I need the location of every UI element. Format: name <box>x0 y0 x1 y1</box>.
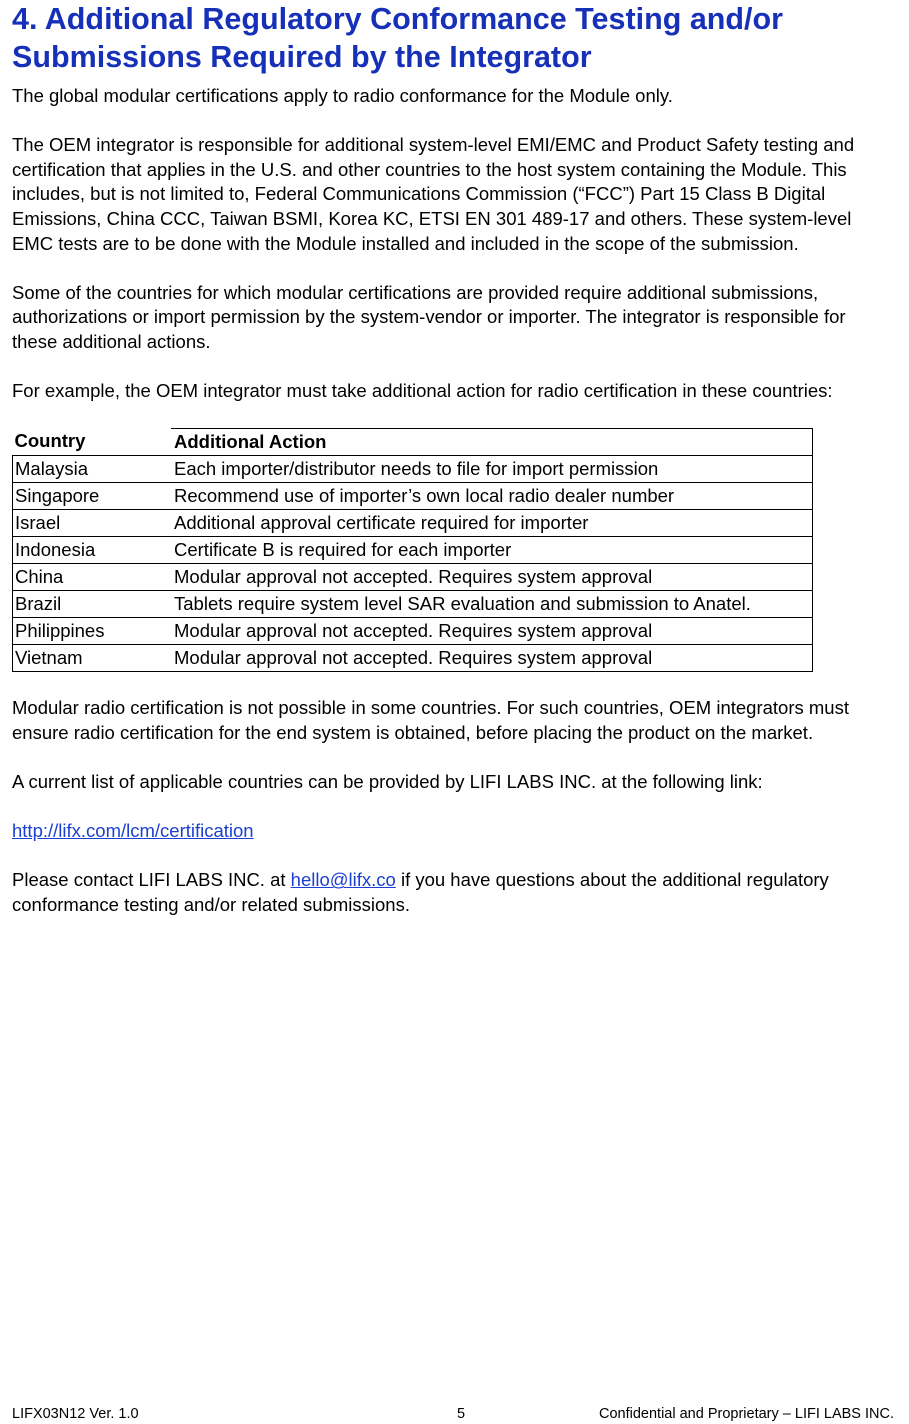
country-cell: China <box>13 563 172 590</box>
table-row <box>13 617 813 644</box>
table-row <box>13 482 813 509</box>
action-cell: Certificate B is required for each importer <box>172 536 813 563</box>
action-cell: Modular approval not accepted. Requires system approval <box>172 644 813 671</box>
table-header-row <box>13 428 813 455</box>
action-cell: Additional approval certificate required for importer <box>172 509 813 536</box>
table-row <box>13 563 813 590</box>
column-header-action: Additional Action <box>172 428 813 455</box>
table-row <box>13 536 813 563</box>
certification-link[interactable]: http://lifx.com/lcm/certification <box>12 820 254 842</box>
footer-doc-id: LIFX03N12 Ver. 1.0 <box>12 1406 139 1422</box>
action-cell: Modular approval not accepted. Requires system approval <box>172 563 813 590</box>
email-link[interactable]: hello@lifx.co <box>290 869 396 891</box>
column-header-country: Country <box>13 428 172 455</box>
table-row <box>13 644 813 671</box>
paragraph-certification-link <box>12 819 892 844</box>
footer-confidential: Confidential and Proprietary – LIFI LABS INC. <box>599 1406 894 1422</box>
contact-text-before: Please contact LIFI LABS INC. at <box>12 869 291 891</box>
document-page <box>12 0 892 918</box>
table-row <box>13 590 813 617</box>
action-cell: Recommend use of importer’s own local radio dealer number <box>172 482 813 509</box>
contact-text-after: if you have questions about the additional regulatory conformance testing and/or related submissions. <box>12 869 829 916</box>
country-cell: Singapore <box>13 482 172 509</box>
paragraph-not-possible: Modular radio certification is not possible in some countries. For such countries, OEM integrators must ensure radio certification for the end system is obtained, before placing the product on the market. <box>12 697 849 743</box>
country-actions-table <box>12 428 813 672</box>
paragraph-additional-submissions: Some of the countries for which modular certifications are provided require additional submissions, authorizations or import permission by the system-vendor or importer. The integrator is responsible for these additional actions. <box>12 281 846 352</box>
country-cell: Malaysia <box>13 455 172 482</box>
action-cell: Tablets require system level SAR evaluation and submission to Anatel. <box>172 590 813 617</box>
action-cell: Each importer/distributor needs to file for import permission <box>172 455 813 482</box>
country-cell: Vietnam <box>13 644 172 671</box>
action-cell: Modular approval not accepted. Requires system approval <box>172 617 813 644</box>
paragraph-example-intro: For example, the OEM integrator must take additional action for radio certification in these countries: <box>12 380 833 402</box>
footer-page-number: 5 <box>457 1406 466 1422</box>
country-cell: Indonesia <box>13 536 172 563</box>
paragraph-country-list: A current list of applicable countries can be provided by LIFI LABS INC. at the following link: <box>12 771 763 793</box>
country-cell: Philippines <box>13 617 172 644</box>
paragraph-module-scope: The global modular certifications apply to radio conformance for the Module only. <box>12 85 673 106</box>
paragraph-oem-responsibility: The OEM integrator is responsible for additional system-level EMI/EMC and Product Safety testing and certification that applies in the U.S. and other countries to the host system containing the Module. This includes, but is not limited to, Federal Communications Commission (“FCC”) Part 15 Class B Digital Emissions, China CCC, Taiwan BSMI, Korea KC, ETSI EN 301 489-17 and others. These system-level EMC tests are to be done with the Module installed and included in the scope of the submission. <box>12 134 855 254</box>
country-cell: Brazil <box>13 590 172 617</box>
table-row <box>13 455 813 482</box>
table-row <box>13 509 813 536</box>
section-heading: 4. Additional Regulatory Conformance Testing and/or Submissions Required by the Integrator <box>12 2 784 74</box>
paragraph-contact <box>12 868 892 917</box>
country-cell: Israel <box>13 509 172 536</box>
